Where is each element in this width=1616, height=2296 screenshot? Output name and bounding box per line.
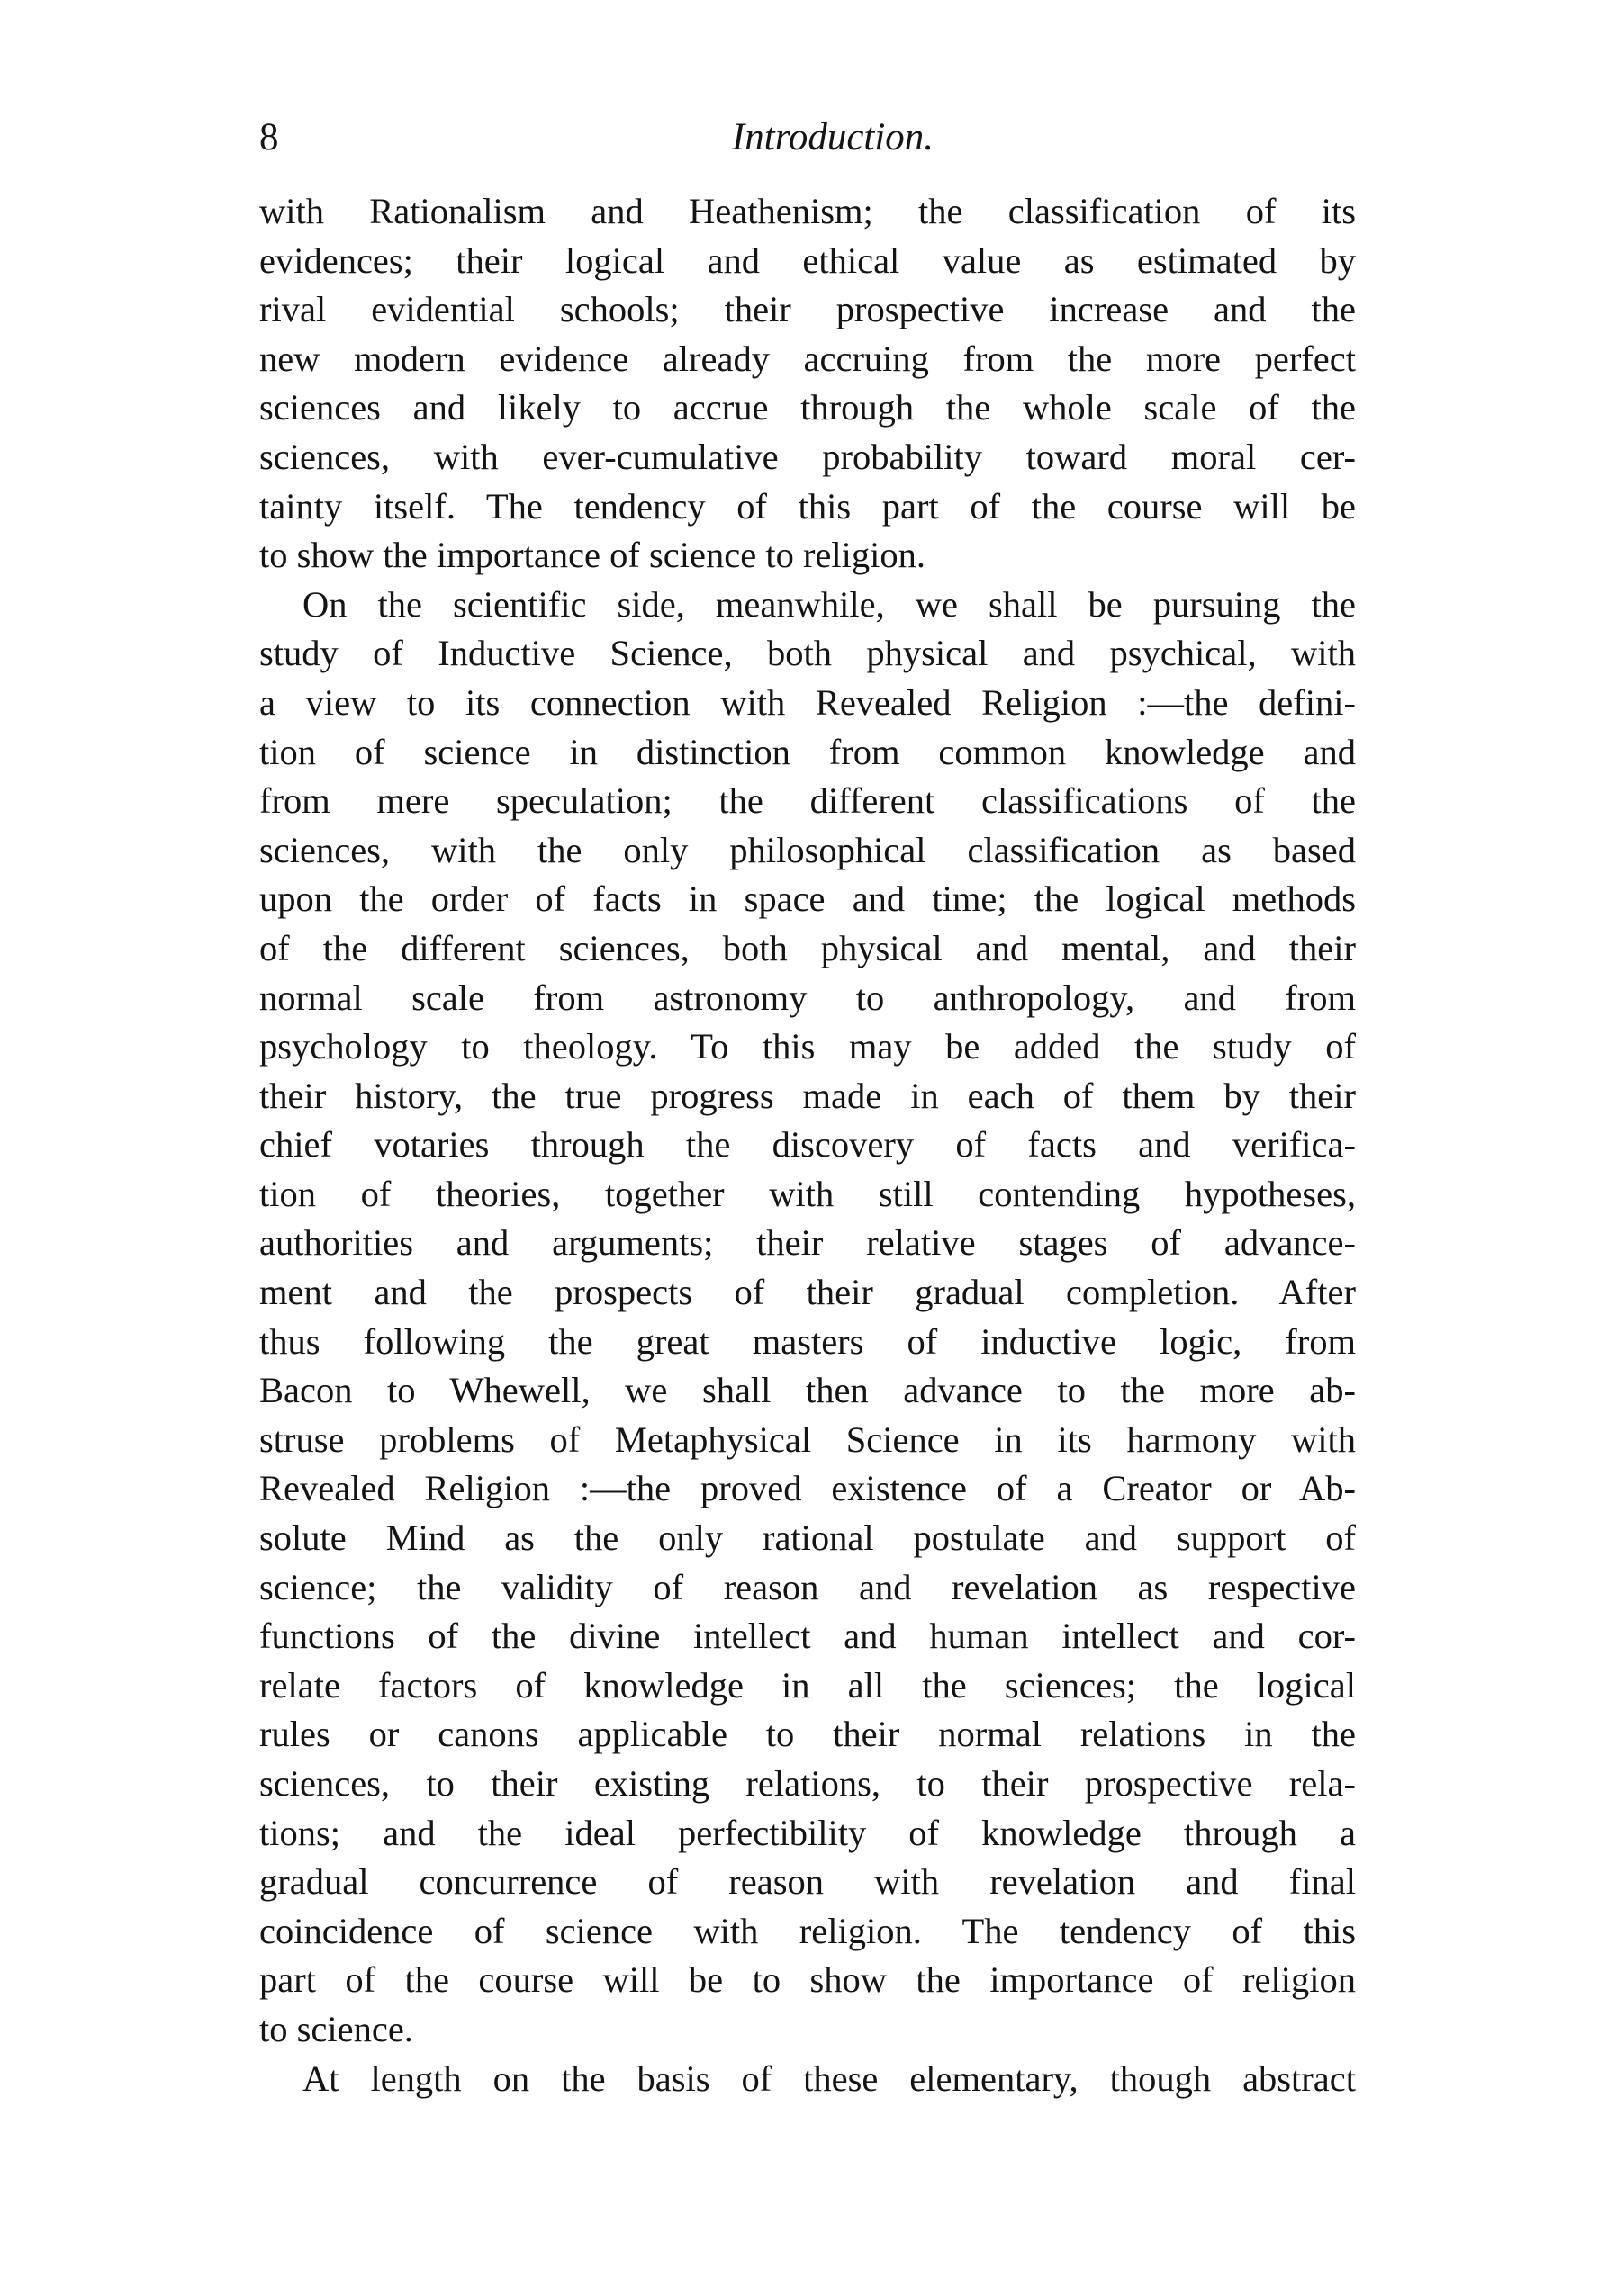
- text-line: new modern evidence already accruing from the more perfect: [259, 338, 1356, 379]
- text-line: thus following the great masters of inductive logic, from: [259, 1320, 1356, 1362]
- running-title: Introduction.: [731, 116, 934, 158]
- text-line: struse problems of Metaphysical Science in its harmony with: [259, 1418, 1356, 1460]
- text-line: ment and the prospects of their gradual completion. After: [259, 1272, 1356, 1313]
- text-line: from mere speculation; the different classifications of the: [259, 780, 1356, 822]
- text-line: normal scale from astronomy to anthropology, and from: [259, 977, 1356, 1018]
- text-line: At length on the basis of these elementary, though abstract: [302, 2057, 1356, 2099]
- text-line: solute Mind as the only rational postulate and support of: [259, 1517, 1356, 1559]
- text-line: gradual concurrence of reason with revelation and final: [259, 1861, 1356, 1903]
- text-line: tion of science in distinction from common knowledge and: [259, 731, 1356, 772]
- text-line: Bacon to Whewell, we shall then advance to the more ab-: [259, 1370, 1356, 1411]
- text-line: rules or canons applicable to their normal relations in the: [259, 1714, 1356, 1755]
- text-line: tainty itself. The tendency of this part of the course will be: [259, 485, 1356, 527]
- text-line: with Rationalism and Heathenism; the classification of its: [259, 191, 1356, 231]
- text-line: to science.: [259, 2008, 413, 2049]
- text-line: study of Inductive Science, both physical and psychical, with: [259, 633, 1356, 674]
- text-line: psychology to theology. To this may be added the study of: [259, 1026, 1356, 1067]
- text-line: sciences, with ever-cumulative probability toward moral cer-: [259, 436, 1356, 477]
- paragraph: [259, 581, 1356, 2055]
- text-line: evidences; their logical and ethical value as estimated by: [259, 239, 1356, 281]
- body-text: [259, 187, 1356, 2103]
- text-line: authorities and arguments; their relative stages of advance-: [259, 1222, 1356, 1264]
- text-line: sciences and likely to accrue through the whole scale of the: [259, 387, 1356, 428]
- text-line: Revealed Religion :—the proved existence of a Creator or Ab-: [259, 1468, 1356, 1509]
- running-head: [259, 106, 1356, 169]
- paragraph: [259, 187, 1356, 581]
- page-number: 8: [259, 116, 279, 158]
- text-line: of the different sciences, both physical and mental, and their: [259, 927, 1356, 968]
- text-line: sciences, to their existing relations, to their prospective rela-: [259, 1763, 1356, 1804]
- text-line: part of the course will be to show the importance of religion: [259, 1959, 1356, 2001]
- paragraph: [259, 2055, 1356, 2104]
- text-line: rival evidential schools; their prospective increase and the: [259, 289, 1356, 330]
- text-line: chief votaries through the discovery of facts and verifica-: [259, 1124, 1356, 1166]
- text-line: upon the order of facts in space and time; the logical methods: [259, 878, 1356, 920]
- text-line: relate factors of knowledge in all the sciences; the logical: [259, 1664, 1356, 1706]
- text-line: functions of the divine intellect and human intellect and cor-: [259, 1616, 1356, 1657]
- text-line: science; the validity of reason and revelation as respective: [259, 1566, 1356, 1607]
- text-line: their history, the true progress made in each of them by their: [259, 1075, 1356, 1116]
- text-line: a view to its connection with Revealed Religion :—the defini-: [259, 681, 1356, 723]
- text-line: On the scientific side, meanwhile, we shall be pursuing the: [302, 583, 1356, 625]
- text-line: tion of theories, together with still contending hypotheses,: [259, 1173, 1356, 1214]
- text-line: tions; and the ideal perfectibility of knowledge through a: [259, 1812, 1356, 1853]
- text-line: sciences, with the only philosophical classification as based: [259, 829, 1356, 870]
- text-line: to show the importance of science to religion.: [259, 535, 926, 576]
- text-line: coincidence of science with religion. The tendency of this: [259, 1910, 1356, 1951]
